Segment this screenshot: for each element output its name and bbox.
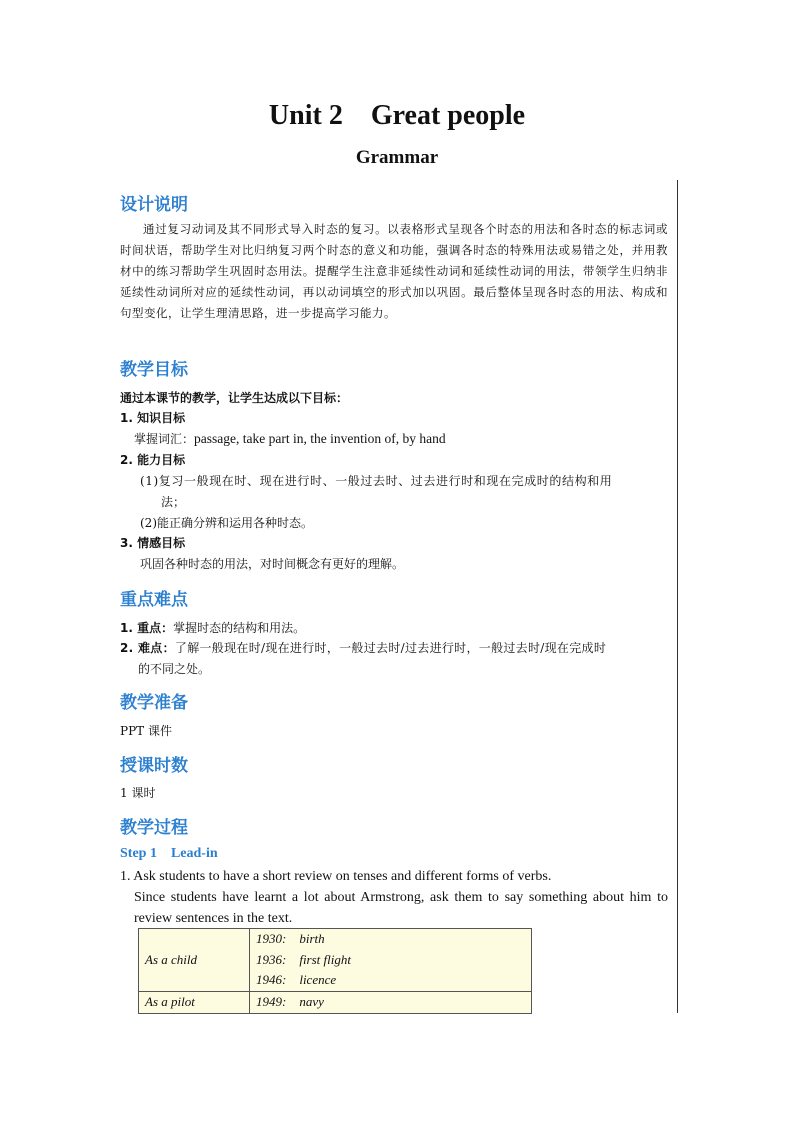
process-heading: 教学过程 <box>120 818 188 838</box>
event-item: 1936: first flight <box>256 951 351 967</box>
knowledge-line <box>134 429 446 449</box>
emotion-title: 3. 情感目标 <box>120 536 186 550</box>
difficulty-text-cont: 的不同之处。 <box>138 662 211 676</box>
difficulty-text: 了解一般现在时/现在进行时，一般过去时/过去进行时，一般过去时/现在完成时 <box>174 641 607 655</box>
row-label: As a pilot <box>139 992 250 1014</box>
table-row <box>139 929 532 992</box>
row-label: As a child <box>139 929 250 992</box>
ability-item-1: (1)复习一般现在时、现在进行时、一般过去时、过去进行时和现在完成时的结构和用 <box>140 474 613 488</box>
row-events <box>250 929 532 992</box>
process-item-1: 1. Ask students to have a short review on tenses and different forms of verbs. <box>120 869 552 884</box>
emotion-text: 巩固各种时态的用法，对时间概念有更好的理解。 <box>140 557 405 571</box>
row-events <box>250 992 532 1014</box>
process-item-1-detail: Since students have learnt a lot about Armstrong, ask them to say something about him to review sentences in the text. <box>134 890 668 926</box>
knowledge-prefix: 掌握词汇： <box>134 432 195 446</box>
hours-heading: 授课时数 <box>120 756 188 776</box>
key-point <box>120 618 305 638</box>
event-item: 1930: birth <box>256 931 325 947</box>
page-title: Unit 2 Great people <box>268 100 526 131</box>
goals-intro: 通过本课节的教学，让学生达成以下目标： <box>120 391 349 405</box>
prep-heading: 教学准备 <box>120 693 188 713</box>
knowledge-words: passage, take part in, the invention of, by hand <box>194 431 446 446</box>
ability-item-2: (2)能正确分辨和运用各种时态。 <box>140 516 313 530</box>
design-text: 通过复习动词及其不同形式导入时态的复习。以表格形式呈现各个时态的用法和各时态的标志词或时间状语，帮助学生对比归纳复习两个时态的意义和功能，强调各时态的特殊用法或易错之处，并用教材中的练习帮助学生巩固时态用法。提醒学生注意非延续性动词和延续性动词的用法，带领学生归纳非延续性动词所对应的延续性动词，再以动词填空的形式加以巩固。最后整体呈现各时态的用法、构成和句型变化，让学生理清思路，进一步提高学习能力。 <box>120 222 668 320</box>
hours-text: 1 课时 <box>120 786 156 800</box>
event-item: 1946: licence <box>256 972 337 988</box>
armstrong-timeline-table <box>138 928 532 1014</box>
difficulty-point <box>120 638 606 658</box>
margin-rule <box>677 180 678 1013</box>
event-item: 1949: navy <box>256 994 324 1009</box>
step-1-title: Step 1 Lead-in <box>120 846 218 861</box>
goals-heading: 教学目标 <box>120 360 188 380</box>
prep-text: PPT 课件 <box>120 724 172 738</box>
keypoints-heading: 重点难点 <box>120 590 188 610</box>
difficulty-label: 2. 难点： <box>120 641 175 655</box>
page-subtitle: Grammar <box>355 147 439 168</box>
design-heading: 设计说明 <box>120 195 188 215</box>
table-row <box>139 992 532 1014</box>
ability-title: 2. 能力目标 <box>120 453 186 467</box>
ability-item-1-cont: 法； <box>161 495 186 509</box>
key-text: 掌握时态的结构和用法。 <box>173 621 306 635</box>
knowledge-title: 1. 知识目标 <box>120 411 186 425</box>
key-label: 1. 重点： <box>120 621 174 635</box>
